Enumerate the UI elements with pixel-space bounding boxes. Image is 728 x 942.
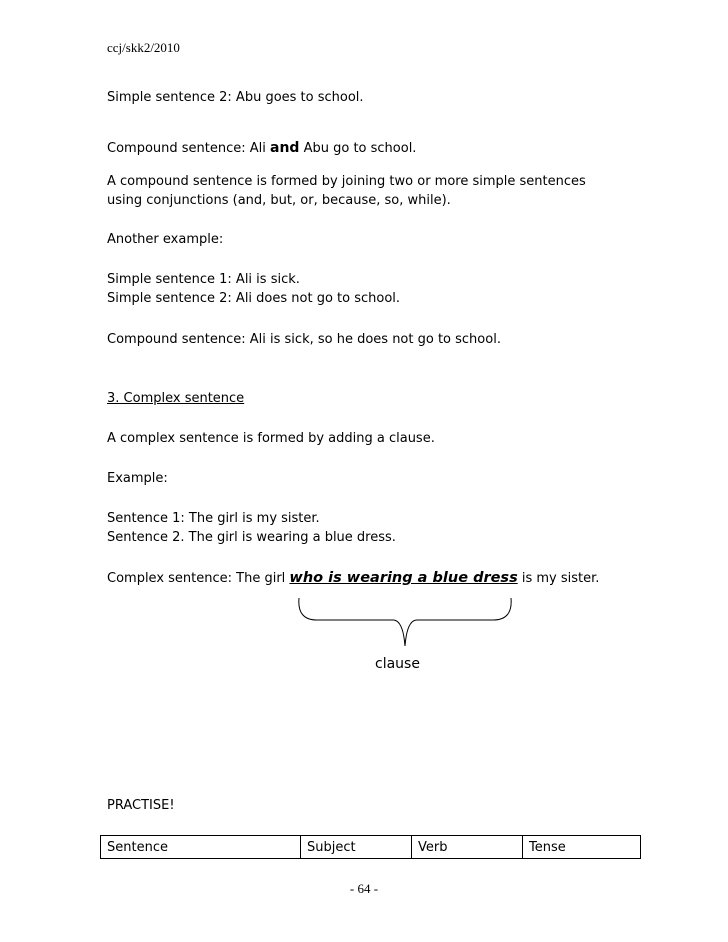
example-simple-sentence-2: Simple sentence 2: Ali does not go to school. <box>107 291 401 306</box>
practise-title: PRACTISE! <box>107 798 175 813</box>
curly-brace-icon <box>293 596 517 652</box>
page-number: - 64 - <box>349 881 379 896</box>
column-header-subject: Subject <box>301 836 412 859</box>
column-header-sentence: Sentence <box>101 836 301 859</box>
table-header-row <box>101 836 641 859</box>
column-header-verb: Verb <box>412 836 523 859</box>
another-example-label: Another example: <box>107 232 224 247</box>
complex-prefix: Complex sentence: The girl <box>107 571 290 586</box>
complex-sentence <box>107 570 599 587</box>
compound-sentence <box>107 140 416 157</box>
compound-prefix: Compound sentence: Ali <box>107 141 271 156</box>
compound-definition-line-2: using conjunctions (and, but, or, because, so, while). <box>107 193 451 208</box>
section-heading: 3. Complex sentence <box>107 391 245 406</box>
complex-suffix: is my sister. <box>517 571 600 586</box>
example-label: Example: <box>107 471 168 486</box>
simple-sentence-2: Simple sentence 2: Abu goes to school. <box>107 90 364 105</box>
relative-clause: who is wearing a blue dress <box>289 570 518 586</box>
example-compound-sentence: Compound sentence: Ali is sick, so he does not go to school. <box>107 332 501 347</box>
practise-table <box>100 835 641 859</box>
conjunction-and: and <box>270 140 300 156</box>
column-header-tense: Tense <box>523 836 641 859</box>
compound-definition-line-1: A compound sentence is formed by joining two or more simple sentences <box>107 174 586 189</box>
sentence-1: Sentence 1: The girl is my sister. <box>107 511 320 526</box>
example-simple-sentence-1: Simple sentence 1: Ali is sick. <box>107 272 300 287</box>
sentence-2: Sentence 2. The girl is wearing a blue dress. <box>107 530 396 545</box>
complex-definition: A complex sentence is formed by adding a clause. <box>107 431 435 446</box>
clause-label: clause <box>375 656 420 672</box>
document-code: ccj/skk2/2010 <box>107 40 180 55</box>
compound-suffix: Abu go to school. <box>299 141 417 156</box>
